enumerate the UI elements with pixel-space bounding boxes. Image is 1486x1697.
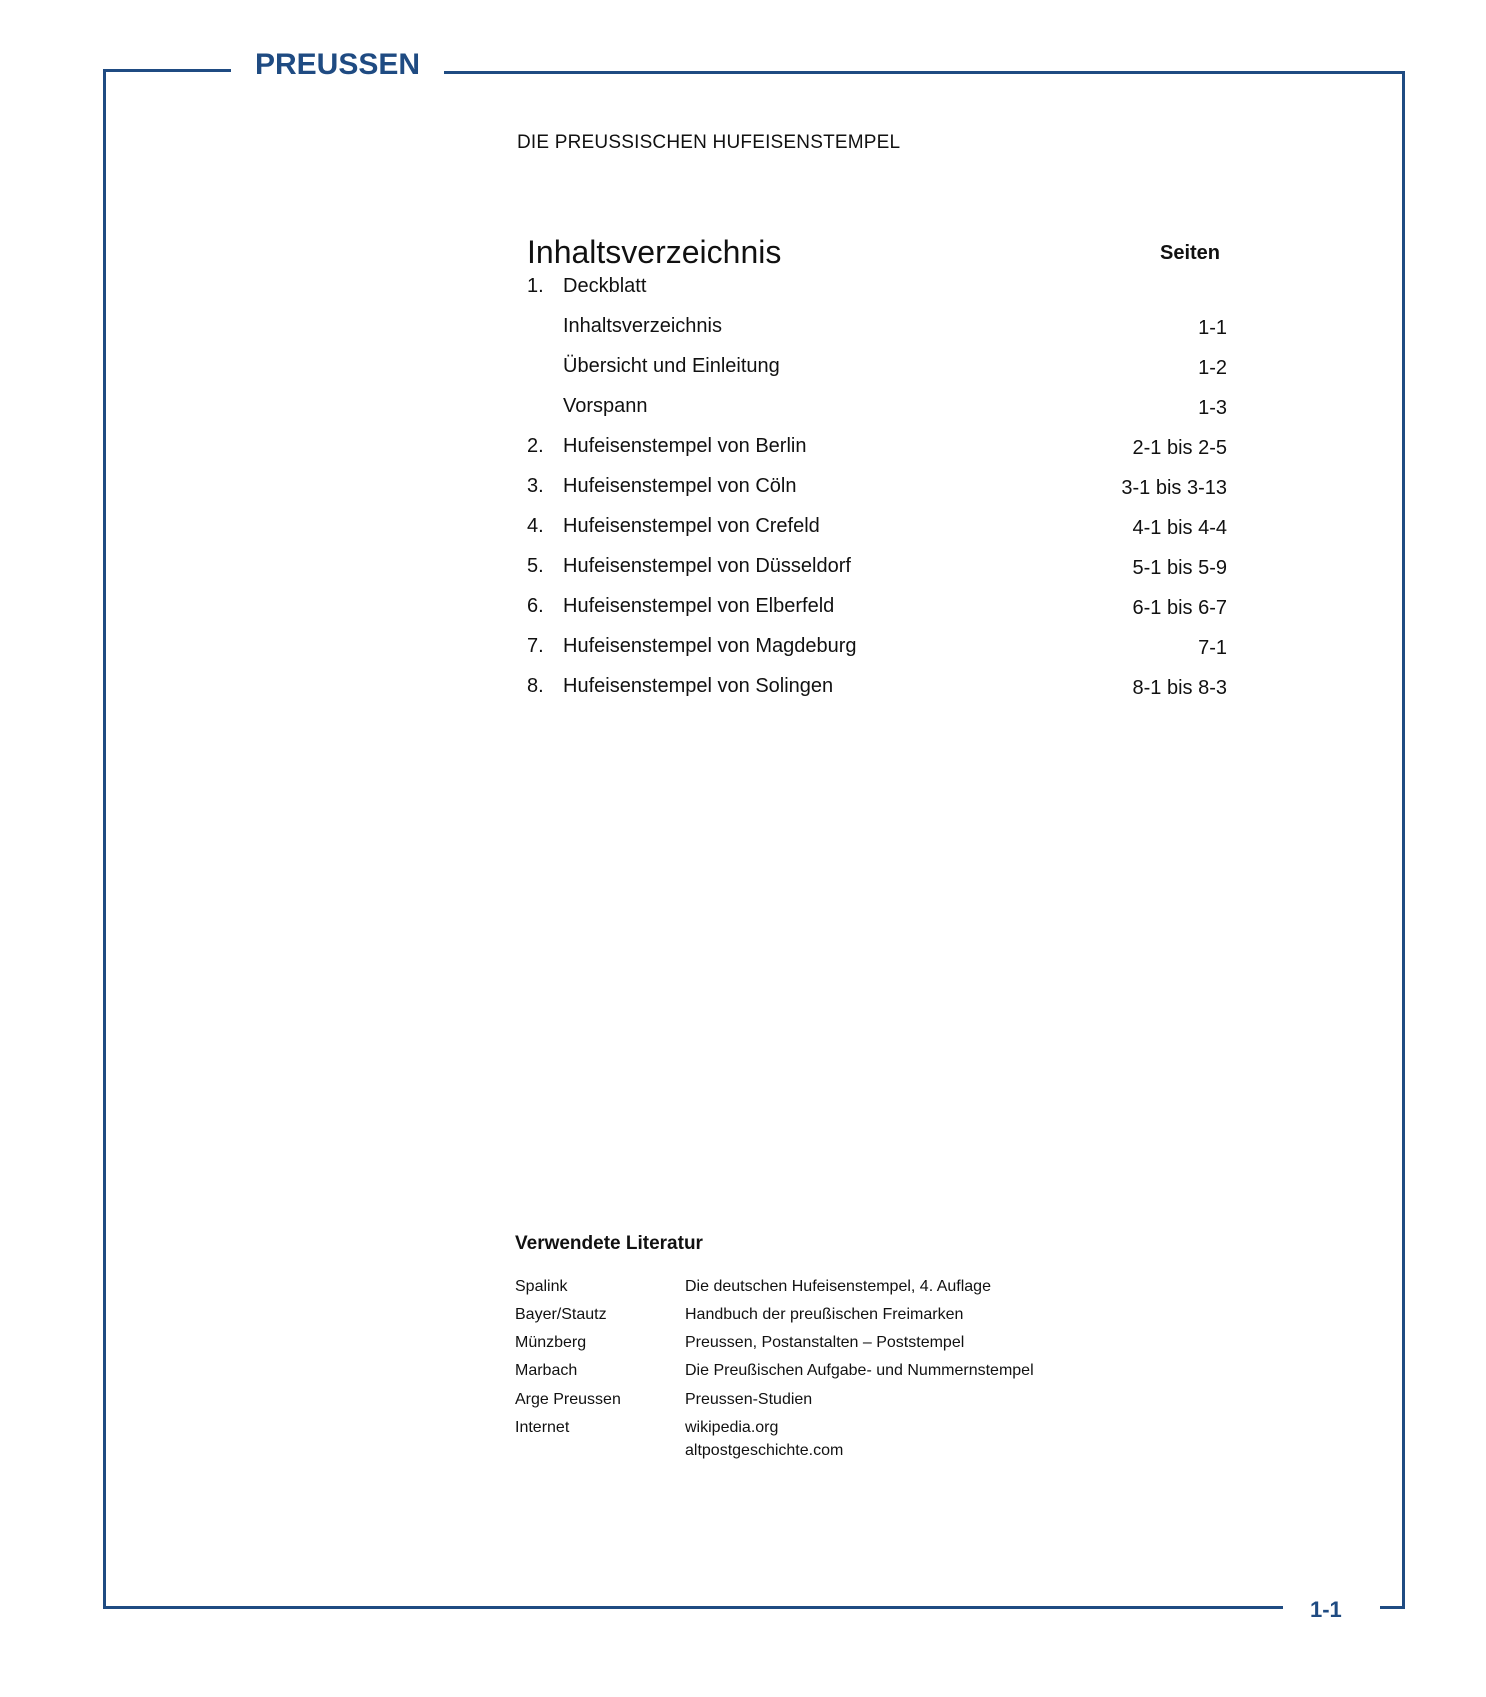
toc-entry [527, 635, 1227, 665]
frame-top-right [444, 71, 1404, 74]
toc-entry-number: 1. [527, 275, 544, 297]
toc-entry [527, 475, 1227, 505]
toc-entry-number: 6. [527, 595, 544, 617]
toc-entry-page: 6-1 bis 6-7 [1132, 597, 1227, 619]
literature-author: Internet [515, 1419, 570, 1436]
frame-top-left [103, 69, 231, 72]
literature-author: Bayer/Stautz [515, 1306, 607, 1323]
toc-entry-text: Hufeisenstempel von Crefeld [563, 515, 820, 537]
toc-entry-page: 1-2 [1198, 357, 1227, 379]
frame-right [1402, 71, 1405, 1607]
page-heading: DIE PREUSSISCHEN HUFEISENSTEMPEL [517, 132, 901, 153]
header-title: PREUSSEN [245, 48, 430, 82]
frame-bottom-right [1380, 1606, 1405, 1609]
toc-entry [527, 355, 1227, 385]
toc-entry [527, 315, 1227, 345]
toc-entry-text: Hufeisenstempel von Solingen [563, 675, 834, 697]
toc-entry-number: 8. [527, 675, 544, 697]
toc-entry-text: Hufeisenstempel von Cöln [563, 475, 797, 497]
literature-author: Arge Preussen [515, 1391, 621, 1408]
toc-entry-number: 5. [527, 555, 544, 577]
toc-entry-page: 7-1 [1198, 637, 1227, 659]
toc-entry-page: 8-1 bis 8-3 [1132, 677, 1227, 699]
toc-entry-number: 3. [527, 475, 544, 497]
frame-left [103, 69, 106, 1607]
literature-work: Die Preußischen Aufgabe- und Nummernstempel [685, 1362, 1034, 1379]
toc-entry-number: 2. [527, 435, 544, 457]
literature-author: Spalink [515, 1278, 568, 1295]
literature-work: Die deutschen Hufeisenstempel, 4. Auflage [685, 1278, 991, 1295]
literature-author: Marbach [515, 1362, 578, 1379]
toc-entry-text: Übersicht und Einleitung [563, 355, 780, 377]
toc-entry-text: Inhaltsverzeichnis [563, 315, 722, 337]
toc-entry-text: Hufeisenstempel von Düsseldorf [563, 555, 851, 577]
toc-entry-page: 3-1 bis 3-13 [1121, 477, 1227, 499]
toc-entry [527, 515, 1227, 545]
toc-entry-text: Vorspann [563, 395, 648, 417]
literature-author: Münzberg [515, 1334, 587, 1351]
toc-entry [527, 275, 1227, 305]
literature-work: Handbuch der preußischen Freimarken [685, 1306, 964, 1323]
footer-page-number: 1-1 [1300, 1597, 1352, 1623]
literature-work: Preussen-Studien [685, 1391, 813, 1408]
toc-pages-label: Seiten [1160, 242, 1221, 264]
toc-entry [527, 395, 1227, 425]
toc-entry-page: 2-1 bis 2-5 [1132, 437, 1227, 459]
toc-title: Inhaltsverzeichnis [527, 234, 782, 270]
toc-entry [527, 435, 1227, 465]
toc-entry-text: Hufeisenstempel von Magdeburg [563, 635, 857, 657]
frame-bottom-left [103, 1606, 1283, 1609]
literature-work: Preussen, Postanstalten – Poststempel [685, 1334, 965, 1351]
toc-entry [527, 675, 1227, 705]
toc-entry-text: Hufeisenstempel von Elberfeld [563, 595, 835, 617]
toc-entry-page: 4-1 bis 4-4 [1132, 517, 1227, 539]
toc-entry-number: 4. [527, 515, 544, 537]
toc-entry-text: Hufeisenstempel von Berlin [563, 435, 807, 457]
toc-entry-page: 5-1 bis 5-9 [1132, 557, 1227, 579]
toc-entry-page: 1-1 [1198, 317, 1227, 339]
toc-entry-number: 7. [527, 635, 544, 657]
literature-title: Verwendete Literatur [515, 1233, 703, 1254]
literature-work: altpostgeschichte.com [685, 1442, 844, 1459]
toc-entry [527, 555, 1227, 585]
toc-entry-text: Deckblatt [563, 275, 647, 297]
toc-entry-page: 1-3 [1198, 397, 1227, 419]
literature-work: wikipedia.org [685, 1419, 779, 1436]
toc-entry [527, 595, 1227, 625]
